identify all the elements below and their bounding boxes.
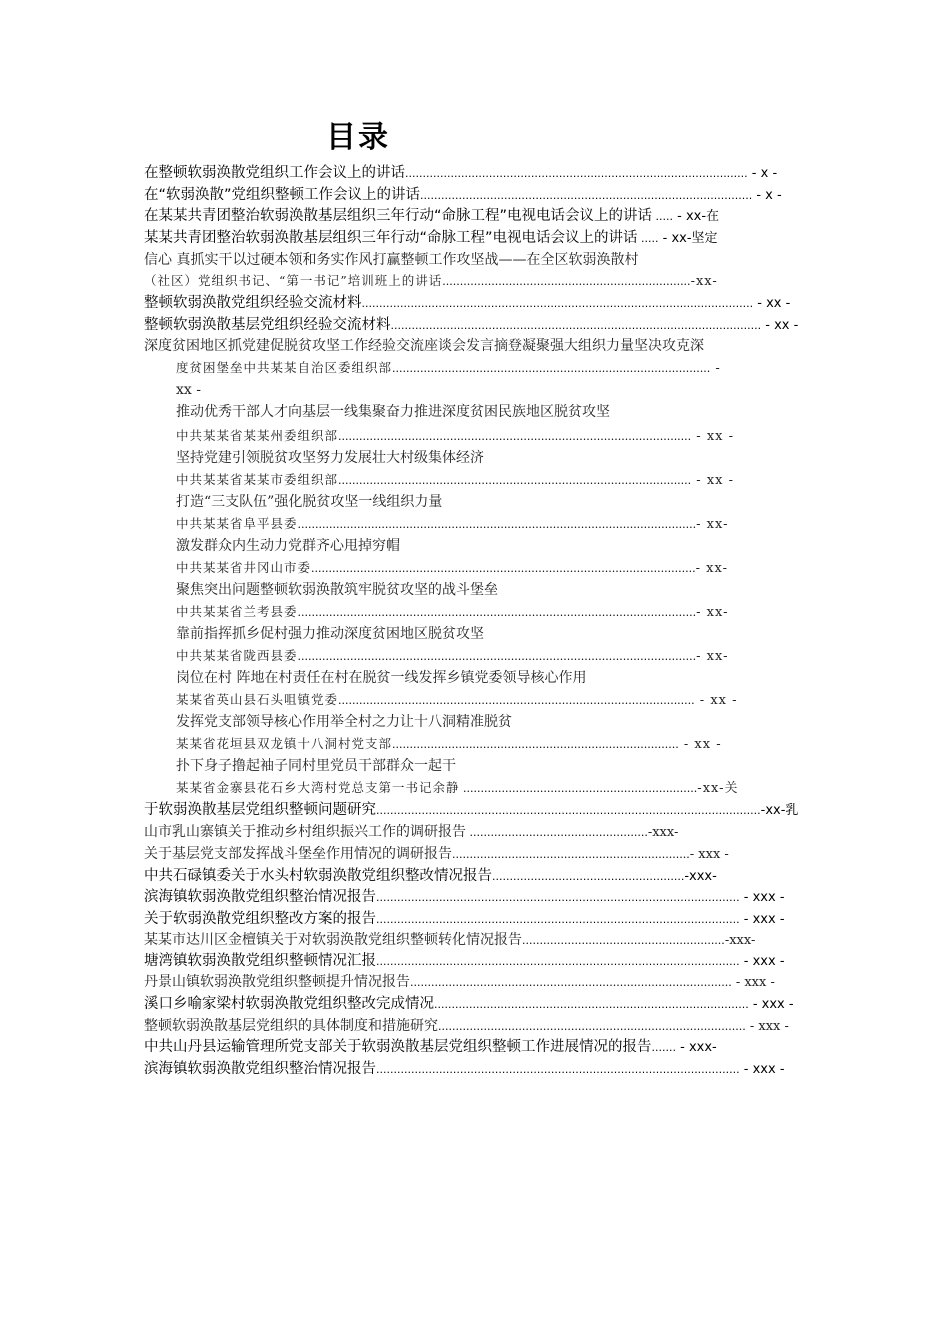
toc-entry[interactable]: [176, 690, 738, 710]
toc-entry-title: 度贫困堡垒中共某某自治区委组织部: [176, 360, 393, 375]
toc-entry-title: 在某某共青团整治软弱涣散基层组织三年行动“命脉工程”电视电话会议上的讲话: [144, 208, 653, 224]
toc-entry[interactable]: [176, 358, 721, 378]
toc-entry[interactable]: [144, 336, 704, 356]
toc-entry-leader: .....................................................................................................: [338, 430, 692, 443]
toc-entry-title: 中共某某省某某州委组织部: [176, 428, 339, 443]
toc-entry-page: - xx-在: [673, 209, 720, 224]
toc-entry-title: 坚持党建引领脱贫攻坚努力发展壮大村级集体经济: [176, 450, 484, 466]
toc-entry-page: -xx-: [690, 274, 718, 289]
toc-entry-page: - xx -: [761, 318, 799, 333]
toc-entry-page: - xxx -: [739, 954, 785, 969]
toc-entry-leader: ........................................................................................................: [376, 913, 740, 926]
toc-entry-page: - xxx -: [739, 890, 785, 905]
toc-entry[interactable]: [176, 756, 456, 776]
toc-entry-leader: ............................................................................................: [410, 976, 732, 989]
toc-entry-leader: ..............................................................................................................: [311, 562, 696, 575]
toc-entry-title: 深度贫困地区抓党建促脱贫攻坚工作经验交流座谈会发言摘登凝聚强大组织力量坚决攻克深: [144, 338, 704, 354]
toc-entry-page: - xx -: [691, 473, 735, 488]
toc-entry-title: 某某省英山县石头咀镇党委: [176, 692, 339, 707]
toc-entry-leader: ........................................................................................: [438, 1020, 746, 1033]
toc-entry-leader: .......................................................................: [442, 275, 691, 288]
toc-entry[interactable]: [176, 668, 586, 688]
toc-entry[interactable]: [176, 470, 734, 490]
toc-entry-title: 扑下身子撸起袖子同村里党员干部群众一起干: [176, 758, 456, 774]
toc-entry-leader: ...............................................................................................: [420, 189, 753, 202]
toc-entry-page: - xx-: [695, 561, 728, 576]
toc-entry-title: （社区）党组织书记、“第一书记”培训班上的讲话: [144, 273, 443, 288]
toc-entry-leader: .......: [651, 1041, 676, 1054]
toc-entry-page: -xx-关: [697, 781, 739, 796]
toc-entry[interactable]: [144, 271, 718, 291]
toc-entry-page: -xxx-: [647, 825, 679, 840]
toc-entry-leader: ...........................................................................................: [392, 362, 711, 375]
toc-entry[interactable]: [176, 778, 739, 798]
toc-entry-leader: ..........................................................: [522, 934, 725, 947]
toc-entry-leader: ...................................................................: [459, 782, 698, 795]
toc-entry-page: -xx-乳: [760, 803, 799, 818]
toc-entry-title: 在整顿软弱涣散党组织工作会议上的讲话: [144, 165, 405, 181]
toc-entry-title: 中共某某省某某市委组织部: [176, 472, 339, 487]
toc-entry-title: 某某省金寨县花石乡大湾村党总支第一书记余静: [176, 780, 460, 795]
toc-entry[interactable]: [144, 930, 755, 950]
toc-entry-leader: ........................................................................................................: [376, 891, 740, 904]
toc-entry[interactable]: [144, 909, 785, 929]
toc-entry-leader: .....: [637, 232, 659, 245]
toc-entry-leader: ....................................................................: [452, 848, 690, 861]
toc-entry-title: 整顿软弱涣散基层党组织经验交流材料: [144, 317, 391, 333]
toc-entry-title: 信心 真抓实干以过硬本领和务实作风打赢整顿工作攻坚战——在全区软弱涣散村: [144, 252, 639, 268]
toc-entry-title: 山市乳山寨镇关于推动乡村组织振兴工作的调研报告: [144, 824, 466, 840]
toc-entry-leader: ..................................................................................................................: [297, 650, 697, 663]
toc-entry[interactable]: [144, 185, 782, 205]
toc-entry[interactable]: [176, 580, 498, 600]
toc-entry-leader: ..................................................................................................................: [297, 606, 697, 619]
toc-entry[interactable]: [176, 734, 722, 754]
toc-entry-page: - xx-坚定: [658, 231, 718, 246]
toc-entry-page: - xxx -: [739, 912, 785, 927]
toc-entry-leader: ..........................................................................................................: [390, 319, 762, 332]
toc-entry-page: - xx-: [696, 605, 729, 620]
toc-entry-page: - xxx -: [689, 847, 729, 862]
toc-entry-title: 中共某某省阜平县委: [176, 516, 298, 531]
toc-entry[interactable]: [144, 844, 729, 864]
toc-entry-page: - xx-: [696, 517, 729, 532]
toc-entry[interactable]: [176, 514, 729, 534]
toc-entry-leader: ..............................................................................................................: [376, 804, 761, 817]
toc-entry[interactable]: [176, 602, 729, 622]
toc-entry-title: 滨海镇软弱涣散党组织整治情况报告: [144, 1061, 376, 1077]
toc-entry[interactable]: [144, 1059, 785, 1079]
toc-entry-leader: ..........................................................................................: [434, 998, 749, 1011]
toc-entry-title: 激发群众内生动力党群齐心甩掉穷帽: [176, 538, 400, 554]
toc-entry[interactable]: [176, 448, 484, 468]
toc-entry[interactable]: [144, 1037, 717, 1057]
toc-entry[interactable]: [144, 250, 638, 270]
toc-entry[interactable]: [144, 972, 775, 992]
page-title: 目录: [326, 120, 390, 155]
toc-entry-title: 塘湾镇软弱涣散党组织整顿情况汇报: [144, 953, 376, 969]
toc-entry-title: 中共某某省井冈山市委: [176, 560, 312, 575]
toc-entry-page: -: [710, 361, 721, 376]
toc-entry[interactable]: [144, 163, 777, 183]
toc-entry-title: 某某共青团整治软弱涣散基层组织三年行动“命脉工程”电视电话会议上的讲话: [144, 230, 638, 246]
toc-entry-title: 整顿软弱涣散党组织经验交流材料: [144, 295, 362, 311]
toc-entry-page: - xx -: [678, 737, 722, 752]
toc-entry-title: 溪口乡喻家梁村软弱涣散党组织整改完成情况: [144, 996, 434, 1012]
toc-entry[interactable]: [176, 712, 512, 732]
toc-entry-title: 丹景山镇软弱涣散党组织整顿提升情况报告: [144, 974, 410, 990]
toc-entry[interactable]: [144, 951, 785, 971]
toc-entry[interactable]: [176, 536, 400, 556]
toc-entry-page: - xx -: [691, 429, 735, 444]
toc-entry[interactable]: [144, 293, 790, 313]
toc-entry[interactable]: [144, 315, 798, 335]
toc-entry-page: - xxx -: [748, 997, 794, 1012]
toc-entry-leader: .......................................................: [492, 870, 685, 883]
toc-entry[interactable]: [144, 994, 794, 1014]
toc-entry-leader: ..................................................................................................................: [297, 518, 697, 531]
toc-entry-leader: ..................................................................................................: [405, 167, 748, 180]
toc-entry-title: 整顿软弱涣散基层党组织的具体制度和措施研究: [144, 1018, 438, 1034]
toc-entry[interactable]: [176, 402, 610, 422]
toc-entry[interactable]: [144, 822, 678, 842]
toc-entry-title: 于软弱涣散基层党组织整顿问题研究: [144, 802, 376, 818]
toc-entry-title: 靠前指挥抓乡促村强力推动深度贫困地区脱贫攻坚: [176, 626, 484, 642]
toc-entry-page: - xxx-: [675, 1040, 717, 1055]
toc-entry-leader: ...................................................: [466, 826, 648, 839]
toc-entry-leader: ......................................................................................................: [338, 694, 695, 707]
toc-entry-leader: .....: [652, 210, 674, 223]
toc-entry-page: - xxx -: [739, 1062, 785, 1077]
toc-entry-title: 中共石碌镇委关于水头村软弱涣散党组织整改情况报告: [144, 868, 492, 884]
toc-entry-title: 关于软弱涣散党组织整改方案的报告: [144, 911, 376, 927]
toc-entry[interactable]: [144, 1016, 789, 1036]
toc-entry-title: 中共某某省陇西县委: [176, 648, 298, 663]
toc-entry-title: 滨海镇软弱涣散党组织整治情况报告: [144, 889, 376, 905]
toc-entry-leader: ........................................................................................................: [376, 955, 740, 968]
toc-entry-title: xx -: [176, 382, 201, 398]
toc-entry-page: - xx-: [696, 649, 729, 664]
toc-entry-title: 打造“三支队伍”强化脱贫攻坚一线组织力量: [176, 494, 443, 510]
toc-entry-title: 岗位在村 阵地在村责任在村在脱贫一线发挥乡镇党委领导核心作用: [176, 670, 587, 686]
toc-entry-page: - xxx -: [745, 1019, 789, 1034]
toc-entry-title: 关于基层党支部发挥战斗堡垒作用情况的调研报告: [144, 846, 452, 862]
toc-entry-title: 中共山丹县运输管理所党支部关于软弱涣散基层党组织整顿工作进展情况的报告: [144, 1039, 652, 1055]
toc-entry-leader: ................................................................................................................: [361, 297, 754, 310]
toc-entry[interactable]: [176, 380, 201, 400]
toc-entry-title: 推动优秀干部人才向基层一线集聚奋力推进深度贫困民族地区脱贫攻坚: [176, 404, 610, 420]
toc-entry-leader: .....................................................................................................: [338, 474, 692, 487]
toc-entry[interactable]: [144, 206, 719, 226]
toc-entry-title: 聚焦突出问题整顿软弱涣散筑牢脱贫攻坚的战斗堡垒: [176, 582, 498, 598]
toc-entry-title: 发挥党支部领导核心作用举全村之力让十八洞精准脱贫: [176, 714, 512, 730]
toc-entry[interactable]: [144, 887, 785, 907]
toc-entry-leader: ........................................................................................................: [376, 1063, 740, 1076]
toc-entry-page: - xxx -: [731, 975, 775, 990]
toc-entry-page: -xxx-: [724, 933, 756, 948]
toc-entry-title: 某某市达川区金檀镇关于对软弱涣散党组织整顿转化情况报告: [144, 932, 522, 948]
toc-entry[interactable]: [176, 492, 442, 512]
toc-entry-title: 在“软弱涣散”党组织整顿工作会议上的讲话: [144, 187, 421, 203]
toc-entry-page: -xxx-: [684, 869, 717, 884]
toc-entry[interactable]: [144, 228, 718, 248]
toc-entry[interactable]: [176, 646, 729, 666]
toc-entry-page: - x -: [747, 166, 778, 181]
toc-entry-page: - xx -: [694, 693, 738, 708]
toc-entry[interactable]: [144, 866, 717, 886]
toc-entry[interactable]: [144, 800, 798, 820]
toc-entry[interactable]: [176, 558, 728, 578]
toc-entry-title: 中共某某省兰考县委: [176, 604, 298, 619]
toc-entry[interactable]: [176, 624, 484, 644]
toc-entry-page: - x -: [752, 188, 782, 203]
toc-entry-page: - xx -: [753, 296, 791, 311]
toc-entry-title: 某某省花垣县双龙镇十八洞村党支部: [176, 736, 393, 751]
toc-entry[interactable]: [176, 426, 734, 446]
toc-entry-leader: ..................................................................................: [392, 738, 679, 751]
